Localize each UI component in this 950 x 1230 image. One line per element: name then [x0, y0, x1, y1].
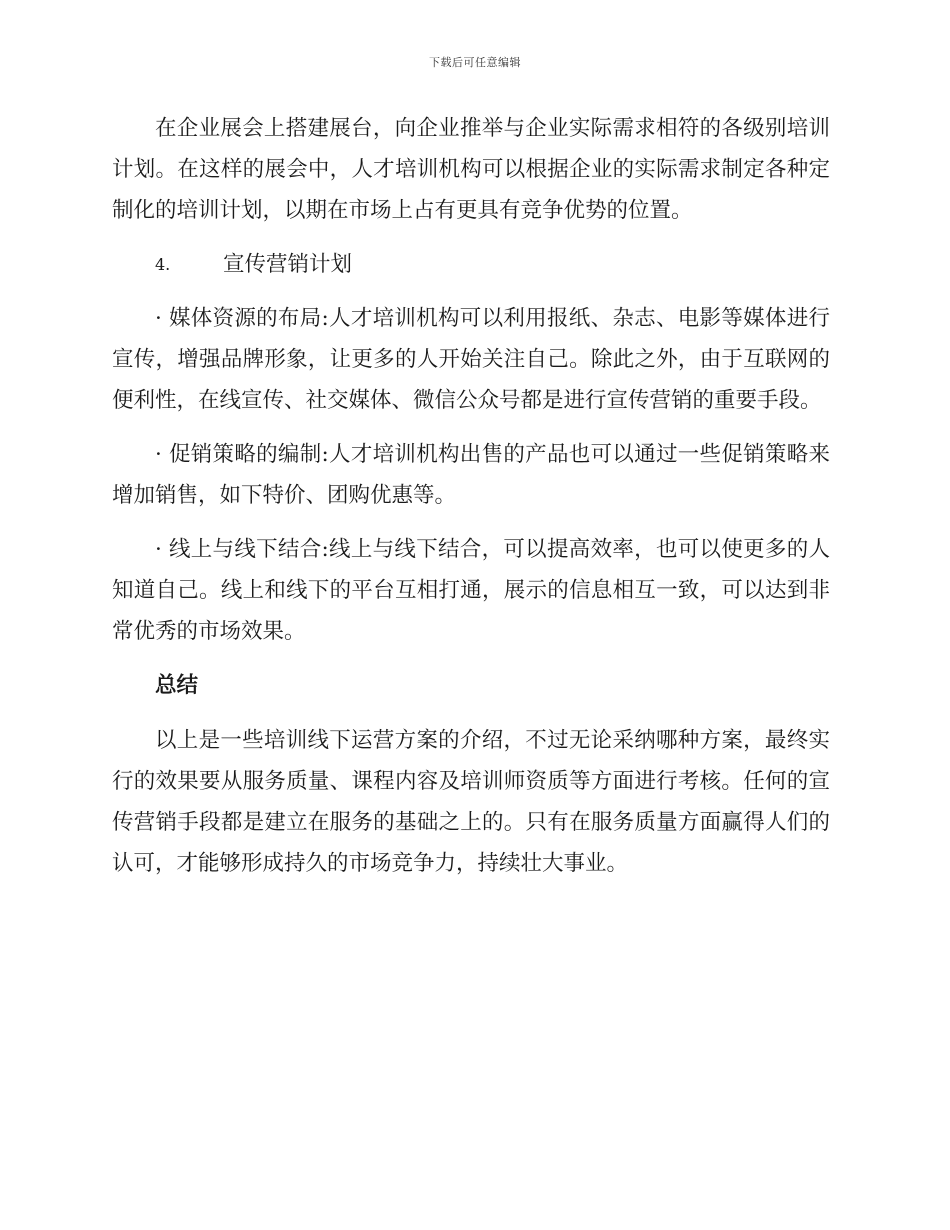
- section-4-title: 宣传营销计划: [223, 252, 353, 277]
- summary-heading: 总结: [155, 673, 199, 698]
- bullet-media-resources: · 媒体资源的布局:人才培训机构可以利用报纸、杂志、电影等媒体进行宣传，增强品牌形象，让更多的人开始关注自己。除此之外，由于互联网的便利性，在线宣传、社交媒体、微信公众号都是进行宣传营销的重要手段。: [112, 306, 830, 413]
- document-body: [112, 108, 830, 884]
- bullet-online-offline: · 线上与线下结合:线上与线下结合，可以提高效率，也可以使更多的人知道自己。线上和线下的平台互相打通，展示的信息相互一致，可以达到非常优秀的市场效果。: [112, 537, 830, 644]
- section-4-heading: [112, 244, 830, 285]
- bullet-promotion-strategy: · 促销策略的编制:人才培训机构出售的产品也可以通过一些促销策略来增加销售，如下特价、团购优惠等。: [112, 442, 830, 508]
- summary-paragraph: 以上是一些培训线下运营方案的介绍，不过无论采纳哪种方案，最终实行的效果要从服务质量、课程内容及培训师资质等方面进行考核。任何的宣传营销手段都是建立在服务的基础之上的。只有在服务质量方面赢得人们的认可，才能够形成持久的市场竞争力，持续壮大事业。: [112, 728, 830, 876]
- page-header: 下载后可任意编辑: [429, 56, 521, 69]
- section-4-number: 4.: [155, 255, 171, 274]
- expo-paragraph: 在企业展会上搭建展台，向企业推举与企业实际需求相符的各级别培训计划。在这样的展会中，人才培训机构可以根据企业的实际需求制定各种定制化的培训计划，以期在市场上占有更具有竞争优势的位置。: [112, 116, 830, 223]
